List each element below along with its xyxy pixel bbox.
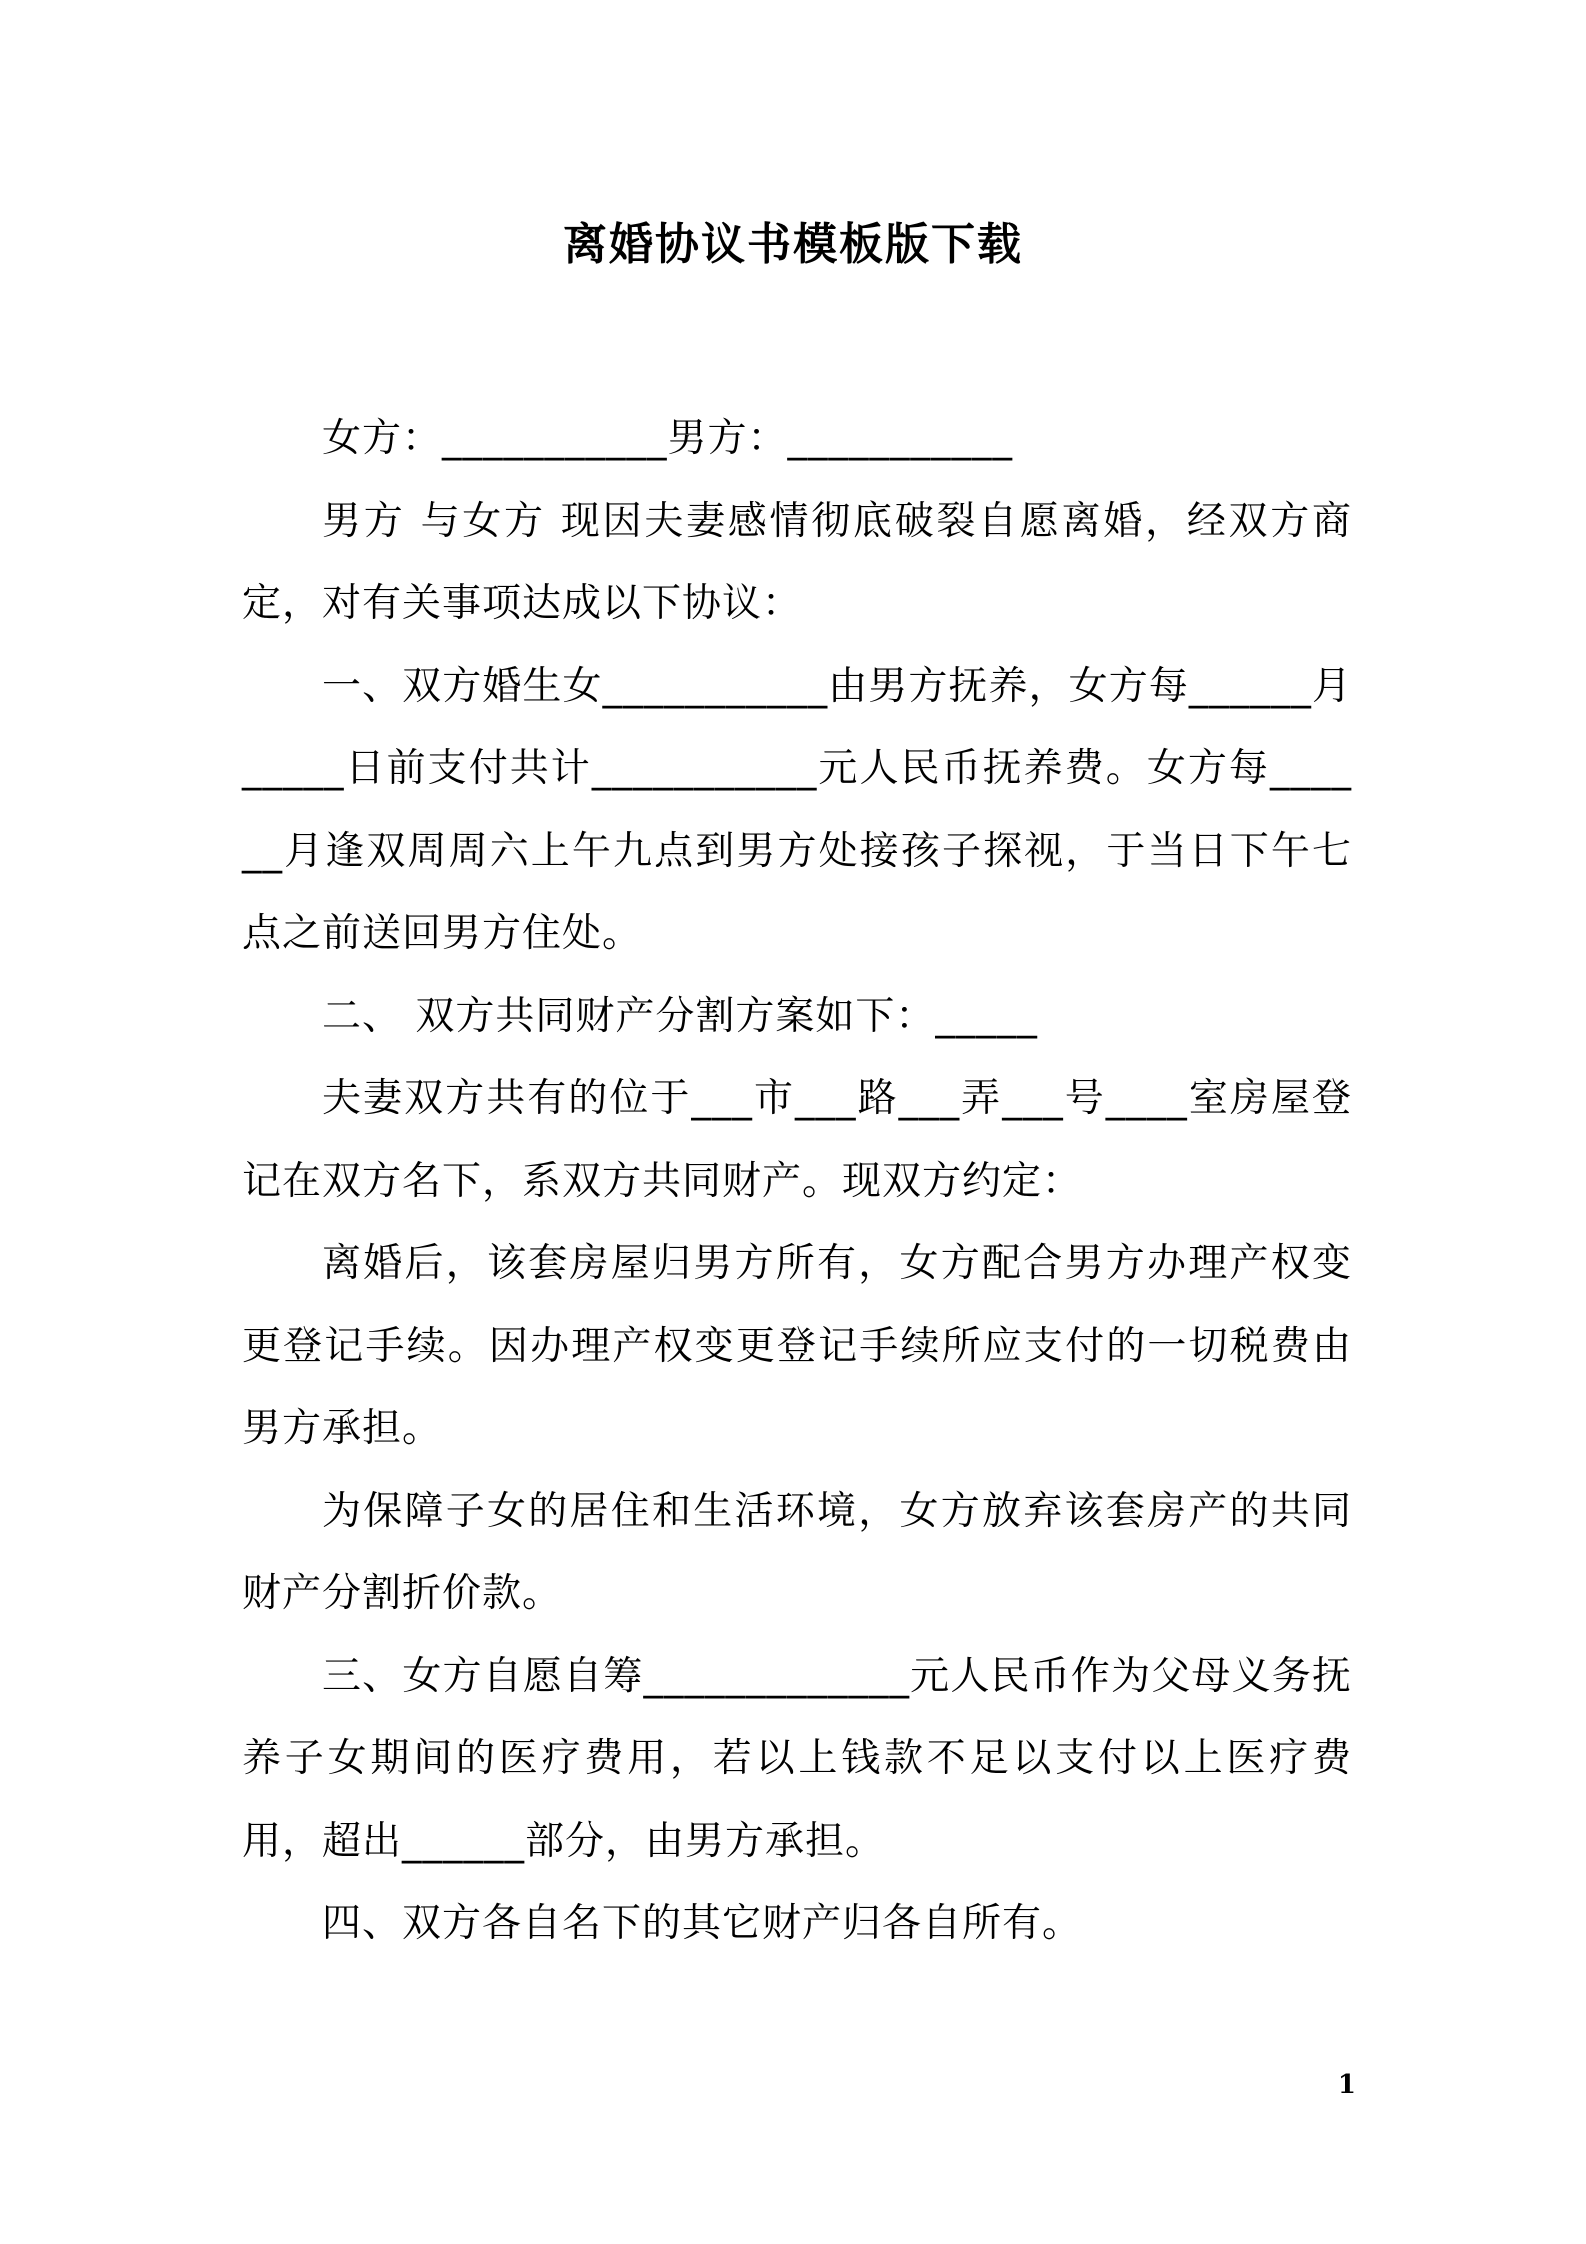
clause-one-child-custody: 一、双方婚生女___________由男方抚养，女方每______月_____日前支付共计___________元人民币抚养费。女方每______月逢双周周六上午九点到男方处接孩子探视，于当日下午七点之前送回男方住处。 bbox=[242, 663, 1352, 956]
document-body bbox=[242, 398, 1352, 1966]
clause-three-medical-fees: 三、女方自愿自筹_____________元人民币作为父母义务抚养子女期间的医疗费用，若以上钱款不足以支付以上医疗费用，超出______部分，由男方承担。 bbox=[242, 1653, 1352, 1864]
property-waiver-paragraph: 为保障子女的居住和生活环境，女方放弃该套房产的共同财产分割折价款。 bbox=[242, 1488, 1352, 1616]
document-title: 离婚协议书模板版下载 bbox=[563, 219, 1023, 270]
clause-two-property-heading: 二、 双方共同财产分割方案如下：_____ bbox=[322, 993, 1038, 1039]
property-transfer-paragraph: 离婚后，该套房屋归男方所有，女方配合男方办理产权变更登记手续。因办理产权变更登记手续所应支付的一切税费由男方承担。 bbox=[242, 1241, 1352, 1451]
clause-four-other-property: 四、双方各自名下的其它财产归各自所有。 bbox=[322, 1901, 1083, 1946]
preamble-paragraph: 男方 与女方 现因夫妻感情彻底破裂自愿离婚，经双方商定，对有关事项达成以下协议： bbox=[242, 498, 1352, 626]
property-location-paragraph: 夫妻双方共有的位于___市___路___弄___号____室房屋登记在双方名下，系双方共同财产。现双方约定： bbox=[242, 1076, 1352, 1204]
page-number: 1 bbox=[1337, 2070, 1356, 2100]
party-names-line: 女方：___________男方：___________ bbox=[322, 416, 1014, 461]
